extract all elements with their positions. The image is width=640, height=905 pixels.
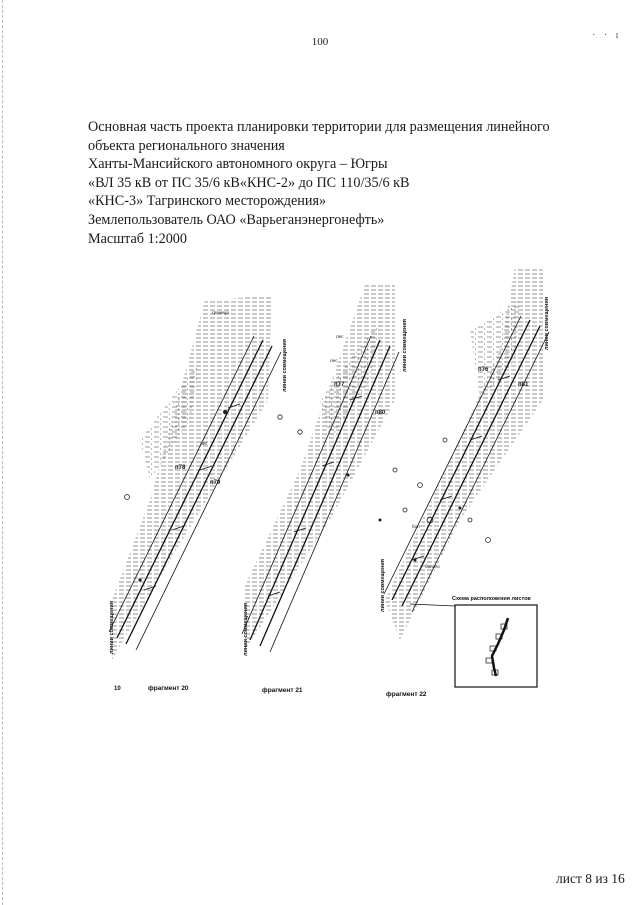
title-line-7: Масштаб 1:2000: [88, 230, 187, 247]
fragment-22-note-2: болото: [425, 564, 440, 569]
fragment-20-note-1: граница: [212, 310, 229, 315]
sheet-number: лист 8 из 16: [556, 871, 625, 886]
page-number: 100: [311, 36, 329, 48]
title-line-6: Землепользователь ОАО «Варьеганэнергонефть»: [88, 211, 385, 228]
fragment-22-line-a: [392, 320, 530, 600]
fragment-22-line-b: [402, 326, 540, 606]
fragment-22-match-top: линии совмещения: [544, 297, 550, 350]
title-line-5: «КНС-3» Тагринского месторождения»: [88, 193, 327, 210]
fragment-20-line-c: [109, 336, 254, 632]
title-line-4: «ВЛ 35 кВ от ПС 35/6 кВ«КНС-2» до ПС 110/35/6 кВ: [88, 174, 410, 191]
fragment-20-match-bottom: линии совмещения: [109, 601, 115, 654]
fragment-21-match-top: линии совмещения: [402, 319, 408, 372]
fragment-21-picket-2: п80: [375, 410, 386, 416]
title-line-1: Основная часть проекта планировки территории для размещения линейного: [88, 119, 550, 135]
fragment-21-picket-1: п77: [334, 382, 345, 388]
fragment-21-match-bottom: линии совмещения: [243, 603, 249, 656]
fragment-20-prefix: 10: [114, 686, 121, 692]
fragment-22-note-1: бол: [412, 524, 420, 529]
fragment-20-match-top: линии совмещения: [282, 339, 288, 392]
inset-title: Схема расположения листов: [452, 596, 531, 602]
fragment-22-picket-2: п81: [518, 382, 529, 388]
scan-marks: · · ı: [592, 30, 622, 41]
fragment-21-label: фрагмент 21: [262, 687, 303, 694]
title-line-3: Ханты-Мансийского автономного округа – Югры: [88, 156, 388, 173]
fragment-20-label: фрагмент 20: [148, 685, 189, 692]
fragment-22-picket-1: п76: [478, 367, 489, 373]
fragment-21-line-a: [250, 340, 380, 640]
fragment-21-line-b: [260, 346, 390, 646]
inset-route: [492, 618, 508, 676]
fragment-20-note-2: лес: [200, 441, 208, 446]
fragment-20-picket-1: п78: [175, 465, 186, 471]
fragment-20-drawing: [109, 296, 288, 692]
fragment-22-match-bottom: линии совмещения: [380, 559, 386, 612]
fragment-21-note-1: лес: [336, 334, 344, 339]
sheet-layout-inset: [410, 596, 537, 687]
fragment-22-label: фрагмент 22: [386, 691, 427, 698]
title-line-2: объекта регионального значения: [88, 137, 285, 154]
fragment-20-picket-2: п79: [210, 480, 221, 486]
fragment-21-note-2: лес: [330, 358, 338, 363]
